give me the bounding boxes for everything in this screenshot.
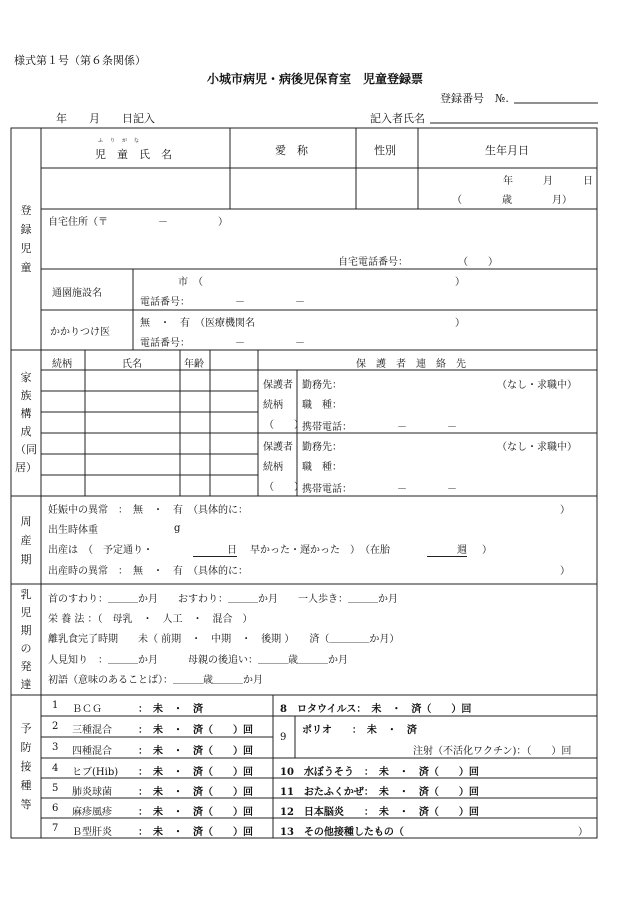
child-name-header: 児 童 氏 名 xyxy=(95,148,172,161)
form-number: 様式第１号（第６条関係） xyxy=(14,54,146,67)
guardian-2-label: 保護者 xyxy=(263,442,293,453)
family-col-name: 氏名 xyxy=(122,359,142,370)
name-ruby: ふりがな xyxy=(98,138,147,144)
section-label-infant: 乳 児 期 の 発 達 xyxy=(20,587,32,691)
vaccine-name: 四種混合 xyxy=(72,746,112,757)
home-address-label: 自宅住所（〒 － ） xyxy=(48,217,228,228)
guardian-1-work: 勤務先： xyxy=(302,380,342,391)
development-first-word: 初語（意味のあることば）：＿＿＿歳＿＿＿か月 xyxy=(48,675,263,686)
delivery-timing: 出産は （ 予定通り・ xyxy=(48,545,153,556)
vaccine-no: 5 xyxy=(52,783,59,794)
facility-city: 市 （ xyxy=(178,277,203,288)
pregnancy-abnormality-close: ） xyxy=(560,505,570,516)
vaccine-name: ヒブ(Hib) xyxy=(72,767,119,778)
pregnancy-abnormality: 妊娠中の異常 ： 無 ・ 有 （具体的に： xyxy=(48,505,248,516)
form-title: 小城市病児・病後児保育室 児童登録票 xyxy=(206,72,423,86)
guardian-2-paren: （ ） xyxy=(264,482,304,493)
section-label-child: 登 録 児 童 xyxy=(20,204,32,274)
family-doctor-phone: 電話番号： － － xyxy=(140,338,305,349)
family-doctor-close: ） xyxy=(455,318,465,329)
vaccine-mumps: 11 おたふくかぜ： 未 ・ 済（ ）回 xyxy=(280,787,479,798)
guardian-1-label: 保護者 xyxy=(263,380,293,391)
vaccine-other: 13 その他接種したもの（ xyxy=(280,827,404,838)
facility-close: ） xyxy=(455,277,465,288)
vaccine-name: 麻疹風疹 xyxy=(72,807,112,818)
guardian-2-relation: 続柄 xyxy=(263,462,283,473)
development-social: 人見知り ：＿＿＿か月 母親の後追い：＿＿＿歳＿＿＿か月 xyxy=(48,655,348,666)
registration-number-label: 登録番号 №. xyxy=(440,92,509,105)
birth-weight-unit: g xyxy=(174,523,181,534)
guardian-1-mobile: 携帯電話： － － xyxy=(302,422,457,433)
vaccine-status: ： 未 ・ 済（ ）回 xyxy=(138,807,253,818)
family-col-relation: 続柄 xyxy=(52,359,72,370)
vaccine-status: ： 未 ・ 済（ ）回 xyxy=(138,767,253,778)
birth-weight-label: 出生時体重 xyxy=(48,525,98,536)
vaccine-no: 6 xyxy=(52,803,59,814)
vaccine-rota: 8 ロタウイルス： 未 ・ 済（ ）回 xyxy=(280,704,472,715)
facility-label: 通園施設名 xyxy=(52,288,102,299)
section-label-family: 家 族 構 成 （同 居） xyxy=(15,371,37,474)
sex-header: 性別 xyxy=(374,144,396,157)
gestation-week: 週 xyxy=(427,541,467,557)
vaccine-name: 肺炎球菌 xyxy=(72,787,112,798)
vaccine-status: ： 未 ・ 済（ ）回 xyxy=(138,827,253,838)
entry-date-line: 年 月 日記入 xyxy=(56,112,155,125)
vaccine-no: 7 xyxy=(52,823,59,834)
vaccine-name: Ｂ型肝炎 xyxy=(72,827,112,838)
facility-phone: 電話番号： － － xyxy=(140,297,305,308)
age-line: （ 歳 月） xyxy=(452,195,572,206)
delivery-day: 日 xyxy=(193,541,237,557)
vaccine-status: ： 未 ・ 済 xyxy=(138,704,203,715)
delivery-timing-close: ） xyxy=(482,545,492,556)
vaccine-polio-injection: 注射（不活化ワクチン)：（ ）回 xyxy=(413,746,572,757)
family-col-age: 年齢 xyxy=(184,359,204,370)
vaccine-varicella: 10 水ぼうそう ： 未 ・ 済（ ）回 xyxy=(280,767,479,778)
delivery-abnormality-close: ） xyxy=(560,566,570,577)
vaccine-name: 三種混合 xyxy=(72,725,112,736)
birthdate-header: 生年月日 xyxy=(485,144,529,157)
vaccine-status: ： 未 ・ 済（ ）回 xyxy=(138,746,253,757)
section-label-vaccine: 予 防 接 種 等 xyxy=(20,722,32,811)
delivery-timing-rest: 早かった・遅かった ） （在胎 xyxy=(250,545,390,556)
home-phone-label: 自宅電話番号： （ ） xyxy=(338,257,498,268)
guardian-1-paren: （ ） xyxy=(264,420,304,431)
guardian-1-work-status: （なし・求職中） xyxy=(497,380,577,391)
vaccine-no: 3 xyxy=(52,742,59,753)
guardian-2-job: 職 種： xyxy=(302,462,342,473)
guardian-contact-header: 保 護 者 連 絡 先 xyxy=(356,359,466,370)
vaccine-no: 4 xyxy=(52,763,59,774)
guardian-2-work-status: （なし・求職中） xyxy=(497,442,577,453)
vaccine-japanese-encephalitis: 12 日本脳炎 ： 未 ・ 済（ ）回 xyxy=(280,807,479,818)
birthdate-ymd: 年 月 日 xyxy=(503,176,593,187)
family-doctor-line: 無 ・ 有 （医療機関名 xyxy=(140,318,255,329)
development-weaning: 離乳食完了時期 未（ 前期 ・ 中期 ・ 後期 ） 済（＿＿＿＿か月） xyxy=(48,634,400,645)
family-doctor-label: かかりつけ医 xyxy=(50,327,110,338)
guardian-1-job: 職 種： xyxy=(302,400,342,411)
delivery-abnormality: 出産時の異常 ： 無 ・ 有 （具体的に： xyxy=(48,566,248,577)
vaccine-status: ： 未 ・ 済（ ）回 xyxy=(138,725,253,736)
section-label-perinatal: 周 産 期 xyxy=(20,514,32,566)
vaccine-polio: ポリオ ： 未 ・ 済 xyxy=(302,725,417,736)
development-motor: 首のすわり：＿＿＿か月 おすわり：＿＿＿か月 一人歩き：＿＿＿か月 xyxy=(48,594,398,605)
guardian-1-relation: 続柄 xyxy=(263,400,283,411)
vaccine-no: 2 xyxy=(52,721,59,732)
guardian-2-work: 勤務先： xyxy=(302,442,342,453)
writer-name-label: 記入者氏名 xyxy=(370,112,425,125)
vaccine-status: ： 未 ・ 済（ ）回 xyxy=(138,787,253,798)
vaccine-name: ＢＣＧ xyxy=(72,704,102,715)
vaccine-no: 1 xyxy=(52,700,59,711)
nickname-header: 愛 称 xyxy=(275,144,308,157)
development-feeding: 栄 養 法 ：（ 母乳 ・ 人工 ・ 混合 ） xyxy=(48,614,253,625)
guardian-2-mobile: 携帯電話： － － xyxy=(302,484,457,495)
vaccine-other-close: ） xyxy=(578,827,588,838)
vaccine-polio-no: 9 xyxy=(280,732,287,743)
